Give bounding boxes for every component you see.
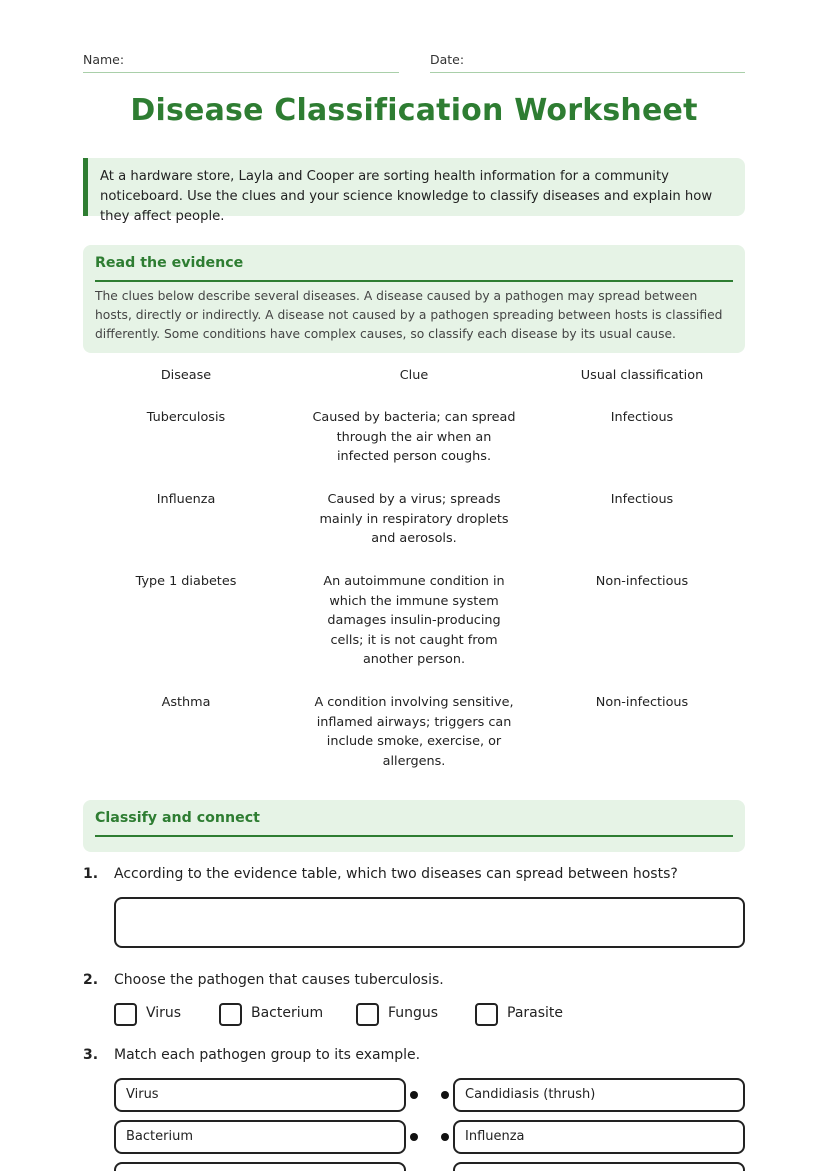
- option-bacterium[interactable]: [219, 1003, 339, 1027]
- date-field[interactable]: [430, 52, 745, 73]
- question-text: According to the evidence table, which two diseases can spread between hosts?: [114, 866, 678, 882]
- match-left-item[interactable]: [114, 1162, 406, 1171]
- option-parasite[interactable]: [475, 1003, 575, 1027]
- match-left-item[interactable]: Bacterium: [114, 1120, 406, 1154]
- classification-cell: Infectious: [610, 492, 674, 507]
- disease-cell: Type 1 diabetes: [135, 574, 237, 589]
- option-label: Bacterium: [251, 1005, 324, 1021]
- name-label: Name:: [83, 52, 125, 67]
- disease-cell: Tuberculosis: [146, 410, 226, 425]
- match-left-dot[interactable]: [410, 1133, 418, 1141]
- classification-cell: Infectious: [610, 410, 674, 425]
- clue-cell: An autoimmune condition in which the immune system damages insulin-producing cells; it is not caught from another person.: [323, 574, 505, 668]
- name-date-row: [83, 52, 745, 74]
- disease-cell: Asthma: [161, 695, 211, 710]
- question-number: 1.: [83, 866, 99, 882]
- clue-cell: Caused by bacteria; can spread through the air when an infected person coughs.: [312, 410, 516, 465]
- name-field[interactable]: [83, 52, 399, 73]
- classify-section: [83, 800, 745, 852]
- evidence-text: The clues below describe several diseases. A disease caused by a pathogen may spread between hosts, directly or indirectly. A disease not caused by a pathogen spreading between hosts is classified differently. Some conditions have complex causes, so classify each disease by its usual cause.: [95, 289, 723, 341]
- match-right-item[interactable]: Candidiasis (thrush): [453, 1078, 745, 1112]
- checkbox[interactable]: [475, 1003, 498, 1026]
- question-text: Choose the pathogen that causes tuberculosis.: [114, 972, 444, 988]
- option-label: Parasite: [507, 1005, 564, 1021]
- checkbox[interactable]: [114, 1003, 137, 1026]
- answer-box-q1[interactable]: [114, 897, 745, 948]
- classify-heading: Classify and connect: [95, 800, 733, 837]
- option-label: Virus: [146, 1005, 182, 1021]
- classification-cell: Non-infectious: [595, 695, 689, 710]
- header-clue: Clue: [399, 368, 429, 383]
- match-right-item[interactable]: Influenza: [453, 1120, 745, 1154]
- question-number: 2.: [83, 972, 99, 988]
- checkbox[interactable]: [219, 1003, 242, 1026]
- worksheet-title: Disease Classification Worksheet: [130, 93, 698, 128]
- header-disease: Disease: [160, 368, 212, 383]
- classification-cell: Non-infectious: [595, 574, 689, 589]
- question-text: Match each pathogen group to its example.: [114, 1047, 421, 1063]
- clue-cell: A condition involving sensitive, inflamed airways; triggers can include smoke, exercise, or allergens.: [314, 695, 514, 769]
- date-label: Date:: [430, 52, 465, 67]
- disease-cell: Influenza: [156, 492, 216, 507]
- match-left-dot[interactable]: [410, 1091, 418, 1099]
- option-fungus[interactable]: [356, 1003, 456, 1027]
- option-virus[interactable]: [114, 1003, 204, 1027]
- header-classification: Usual classification: [580, 368, 704, 383]
- evidence-section: [83, 245, 745, 353]
- question-number: 3.: [83, 1047, 99, 1063]
- match-right-dot[interactable]: [441, 1133, 449, 1141]
- evidence-heading: Read the evidence: [95, 245, 733, 282]
- match-left-item[interactable]: Virus: [114, 1078, 406, 1112]
- match-right-dot[interactable]: [441, 1091, 449, 1099]
- match-right-item[interactable]: [453, 1162, 745, 1171]
- intro-callout: At a hardware store, Layla and Cooper are sorting health information for a community noticeboard. Use the clues and your science knowledge to classify diseases and explain how they affect people.: [83, 158, 745, 216]
- option-label: Fungus: [388, 1005, 439, 1021]
- clue-cell: Caused by a virus; spreads mainly in respiratory droplets and aerosols.: [319, 492, 509, 547]
- checkbox[interactable]: [356, 1003, 379, 1026]
